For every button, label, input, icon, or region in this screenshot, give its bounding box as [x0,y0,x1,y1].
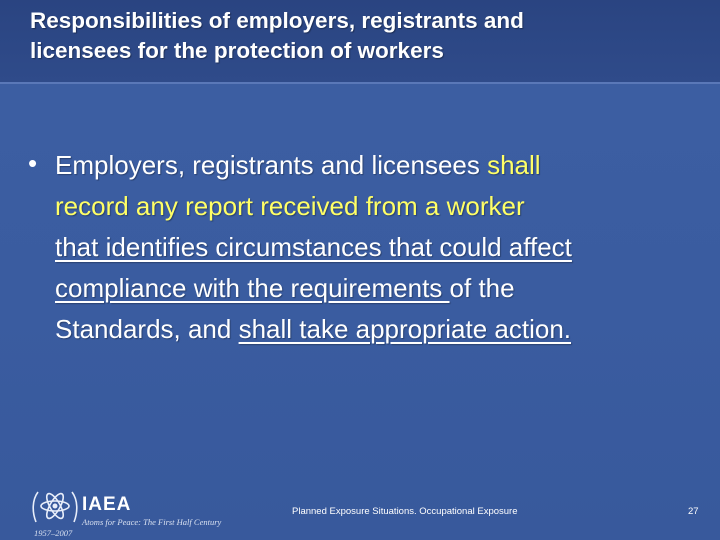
iaea-years: 1957–2007 [34,528,73,538]
bullet-segment-of-the: of the [449,273,515,303]
bullet-text [55,145,710,350]
iaea-wordmark: IAEA [82,494,132,515]
iaea-tagline: Atoms for Peace: The First Half Century [82,517,222,527]
slide-title [30,6,710,66]
bullet-segment-compliance: compliance with the requirements [55,273,450,303]
bullet-line-5 [55,309,710,350]
bullet-line-3: that identifies circumstances that could affect [55,232,572,262]
bullet-segment-employers: Employers, registrants and licensees [55,150,488,180]
bullet-line-1 [55,145,710,186]
bullet-line-2: record any report received from a worker [55,191,525,221]
slide-title-line-2: licensees for the protection of workers [30,38,444,63]
bullet-segment-standards: Standards, and [55,314,239,344]
page-number: 27 [688,506,699,517]
bullet-segment-shall: shall [487,150,541,180]
atom-emblem-icon [30,482,80,528]
iaea-logo [30,482,222,538]
bullet-icon: • [28,148,38,178]
bullet-segment-action: shall take appropriate action. [238,314,572,344]
footer-caption: Planned Exposure Situations. Occupational Exposure [292,506,518,517]
bullet-line-4 [55,268,710,309]
slide-title-line-1: Responsibilities of employers, registrants and [30,8,524,33]
title-divider [0,82,720,84]
